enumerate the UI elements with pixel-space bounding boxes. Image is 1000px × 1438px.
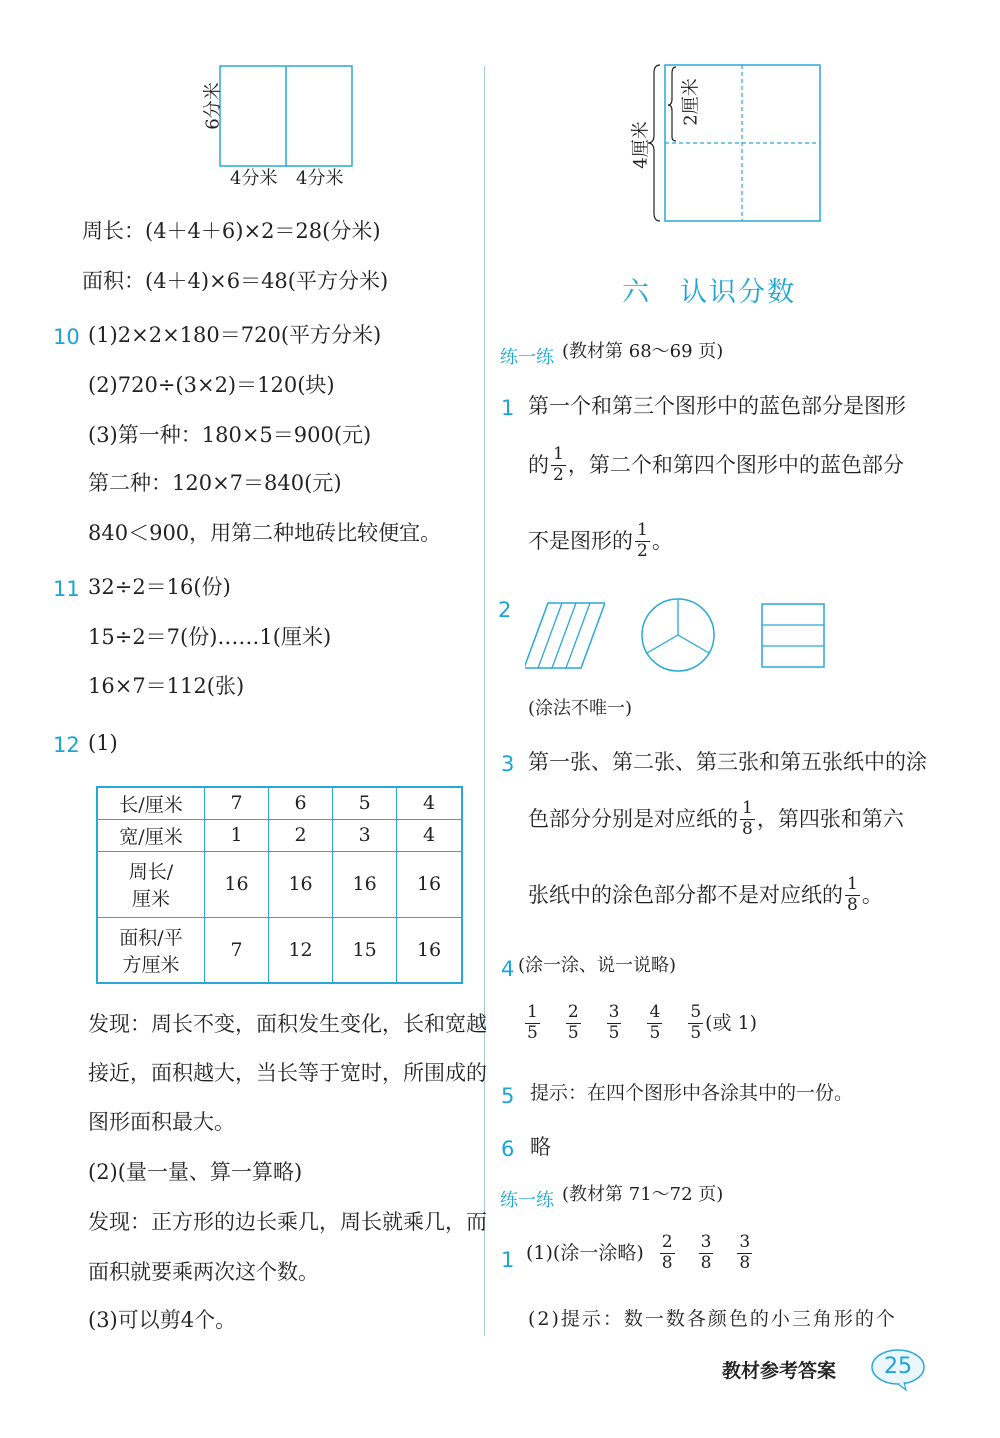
section-number: 六 [622, 277, 651, 308]
table-cell: 16 [205, 851, 269, 917]
header-line-1: 周长/ [128, 861, 174, 883]
square-inner-label: 2厘米 [680, 78, 702, 126]
answer-line [528, 446, 904, 485]
table-cell: 16 [269, 851, 333, 917]
answer-line: (2)720÷(3×2)＝120(块) [88, 373, 335, 397]
table-cell: 15 [333, 917, 397, 983]
circle-figure [638, 596, 720, 676]
square-outer-label: 4厘米 [630, 121, 652, 169]
practice-reference: (教材第 71～72 页) [562, 1184, 724, 1205]
question-number: 11 [53, 577, 80, 601]
finding-line: 接近，面积越大，当长等于宽时，所围成的 [88, 1061, 487, 1085]
answer-line: (2)(量一量、算一算略) [88, 1160, 303, 1184]
rect-bottom-label-1: 4分米 [230, 168, 278, 189]
fraction [551, 446, 566, 485]
fraction-numerator: 2 [567, 1002, 579, 1022]
fraction-denominator: 5 [567, 1022, 579, 1043]
table-header-cell [97, 917, 205, 983]
fraction [845, 876, 860, 915]
note-text: (涂法不唯一) [528, 698, 633, 719]
fraction [660, 1234, 675, 1273]
fraction [737, 1234, 752, 1273]
rect-bottom-label-2: 4分米 [296, 168, 344, 189]
text-segment: 不是图形的 [528, 528, 633, 553]
text-segment: ，第四张和第六 [756, 806, 904, 831]
text-segment: 张纸中的涂色部分都不是对应纸的 [528, 882, 843, 907]
table-cell: 4 [397, 819, 462, 851]
fraction-numerator: 1 [553, 444, 564, 464]
answer-line [528, 522, 673, 561]
table-cell: 12 [269, 917, 333, 983]
fraction [566, 1004, 581, 1043]
answer-line: 略 [530, 1135, 551, 1159]
answer-line: (2)提示：数一数各颜色的小三角形的个 [528, 1308, 897, 1330]
finding-line: 发现：正方形的边长乘几，周长就乘几，而 [88, 1210, 487, 1234]
header-line-2: 厘米 [131, 888, 170, 910]
answer-line: (3)可以剪4个。 [88, 1308, 237, 1332]
fraction-numerator: 1 [847, 874, 858, 894]
rect-side-label: 6分米 [202, 82, 224, 130]
fraction [635, 522, 650, 561]
practice-label: 练一练 [500, 347, 554, 368]
fraction-row [523, 1004, 757, 1043]
fraction-numerator: 3 [700, 1232, 712, 1252]
answer-line [526, 1234, 754, 1273]
table-row [97, 819, 462, 851]
fraction-numerator: 5 [690, 1002, 702, 1022]
fraction-numerator: 2 [661, 1232, 673, 1252]
table-row [97, 851, 462, 917]
table-cell: 5 [333, 787, 397, 819]
practice-label: 练一练 [500, 1190, 554, 1211]
text-segment: (1)(涂一涂略) [526, 1241, 644, 1264]
fraction [699, 1234, 714, 1273]
text-segment: ，第二个和第四个图形中的蓝色部分 [567, 452, 904, 477]
table-cell: 4 [397, 787, 462, 819]
table-cell: 2 [269, 819, 333, 851]
answer-line: (3)第一种：180×5＝900(元) [88, 423, 372, 447]
footer-title: 教材参考答案 [722, 1360, 837, 1382]
table-cell: 3 [333, 819, 397, 851]
page-number: 25 [884, 1354, 912, 1379]
question-number: 1 [501, 396, 515, 420]
fraction-denominator: 5 [690, 1022, 702, 1043]
fraction-denominator: 8 [739, 1252, 751, 1273]
question-number: 4 [501, 957, 515, 981]
answer-line: (1) [88, 731, 118, 755]
table-cell: 16 [397, 851, 462, 917]
answer-line: 15÷2＝7(份)……1(厘米) [88, 625, 332, 649]
table-header-cell: 长/厘米 [97, 787, 205, 819]
fraction [740, 800, 755, 839]
answer-line: 提示：在四个图形中各涂其中的一份。 [530, 1082, 854, 1104]
text-segment: 的 [528, 452, 549, 477]
question-number: 12 [53, 733, 80, 757]
fraction-numerator: 3 [739, 1232, 751, 1252]
alt-note: (或 1) [705, 1011, 758, 1034]
header-line-2: 方厘米 [122, 953, 180, 976]
finding-line: 面积就要乘两次这个数。 [88, 1260, 319, 1284]
section-title: 认识分数 [680, 277, 796, 308]
fraction-numerator: 1 [527, 1002, 538, 1022]
answer-line: (涂一涂、说一说略) [518, 955, 677, 976]
fraction-denominator: 8 [742, 818, 753, 839]
perimeter-line: 周长：(4＋4＋6)×2＝28(分米) [82, 219, 381, 243]
area-line: 面积：(4＋4)×6＝48(平方分米) [82, 269, 389, 293]
fraction [647, 1004, 662, 1043]
fraction [525, 1004, 540, 1043]
fraction-denominator: 2 [637, 540, 648, 561]
table-row [97, 917, 462, 983]
table-cell: 7 [205, 787, 269, 819]
answer-line [528, 800, 904, 839]
text-segment: 。 [861, 882, 883, 907]
fraction-numerator: 4 [649, 1002, 661, 1022]
fraction-denominator: 8 [700, 1252, 712, 1273]
answer-line: 840＜900，用第二种地砖比较便宜。 [88, 521, 442, 545]
question-number: 10 [53, 325, 80, 349]
table-cell: 16 [333, 851, 397, 917]
fraction-denominator: 8 [661, 1252, 673, 1273]
fraction-denominator: 5 [649, 1022, 661, 1043]
table-cell: 1 [205, 819, 269, 851]
answer-line: 第一个和第三个图形中的蓝色部分是图形 [528, 394, 906, 418]
fraction-numerator: 3 [608, 1002, 620, 1022]
data-table [96, 786, 463, 984]
finding-line: 发现：周长不变，面积发生变化，长和宽越 [88, 1012, 487, 1036]
rectangle-strips-figure [760, 600, 828, 672]
table-cell: 6 [269, 787, 333, 819]
practice-reference: (教材第 68～69 页) [562, 341, 724, 362]
answer-line: 第二种：120×7＝840(元) [88, 471, 342, 495]
table-header-cell [97, 851, 205, 917]
table-row [97, 787, 462, 819]
answer-line: (1)2×2×180＝720(平方分米) [88, 323, 382, 347]
text-segment: 色部分分别是对应纸的 [528, 806, 738, 831]
question-number: 3 [501, 752, 515, 776]
parallelogram-figure [525, 598, 605, 673]
fraction-numerator: 1 [742, 798, 753, 818]
table-header-cell: 宽/厘米 [97, 819, 205, 851]
answer-line: 32÷2＝16(份) [88, 575, 231, 599]
header-line-1: 面积/平 [119, 926, 183, 949]
answer-line: 16×7＝112(张) [88, 674, 245, 698]
fraction-denominator: 8 [847, 894, 858, 915]
fraction-numerator: 1 [637, 520, 648, 540]
answer-line [528, 876, 883, 915]
answer-line: 第一张、第二张、第三张和第五张纸中的涂 [528, 750, 927, 774]
fraction-denominator: 5 [608, 1022, 620, 1043]
question-number: 6 [501, 1137, 515, 1161]
question-number: 5 [501, 1084, 515, 1108]
text-segment: 。 [651, 528, 673, 553]
fraction-denominator: 5 [527, 1022, 538, 1043]
question-number: 1 [501, 1248, 515, 1272]
fraction [688, 1004, 703, 1043]
column-divider [484, 66, 485, 1336]
square-figure [620, 55, 835, 235]
fraction-with-note [686, 1004, 757, 1043]
table-cell: 7 [205, 917, 269, 983]
fraction-denominator: 2 [553, 464, 564, 485]
fraction [607, 1004, 622, 1043]
question-number: 2 [498, 598, 512, 622]
table-cell: 16 [397, 917, 462, 983]
finding-line: 图形面积最大。 [88, 1110, 235, 1134]
